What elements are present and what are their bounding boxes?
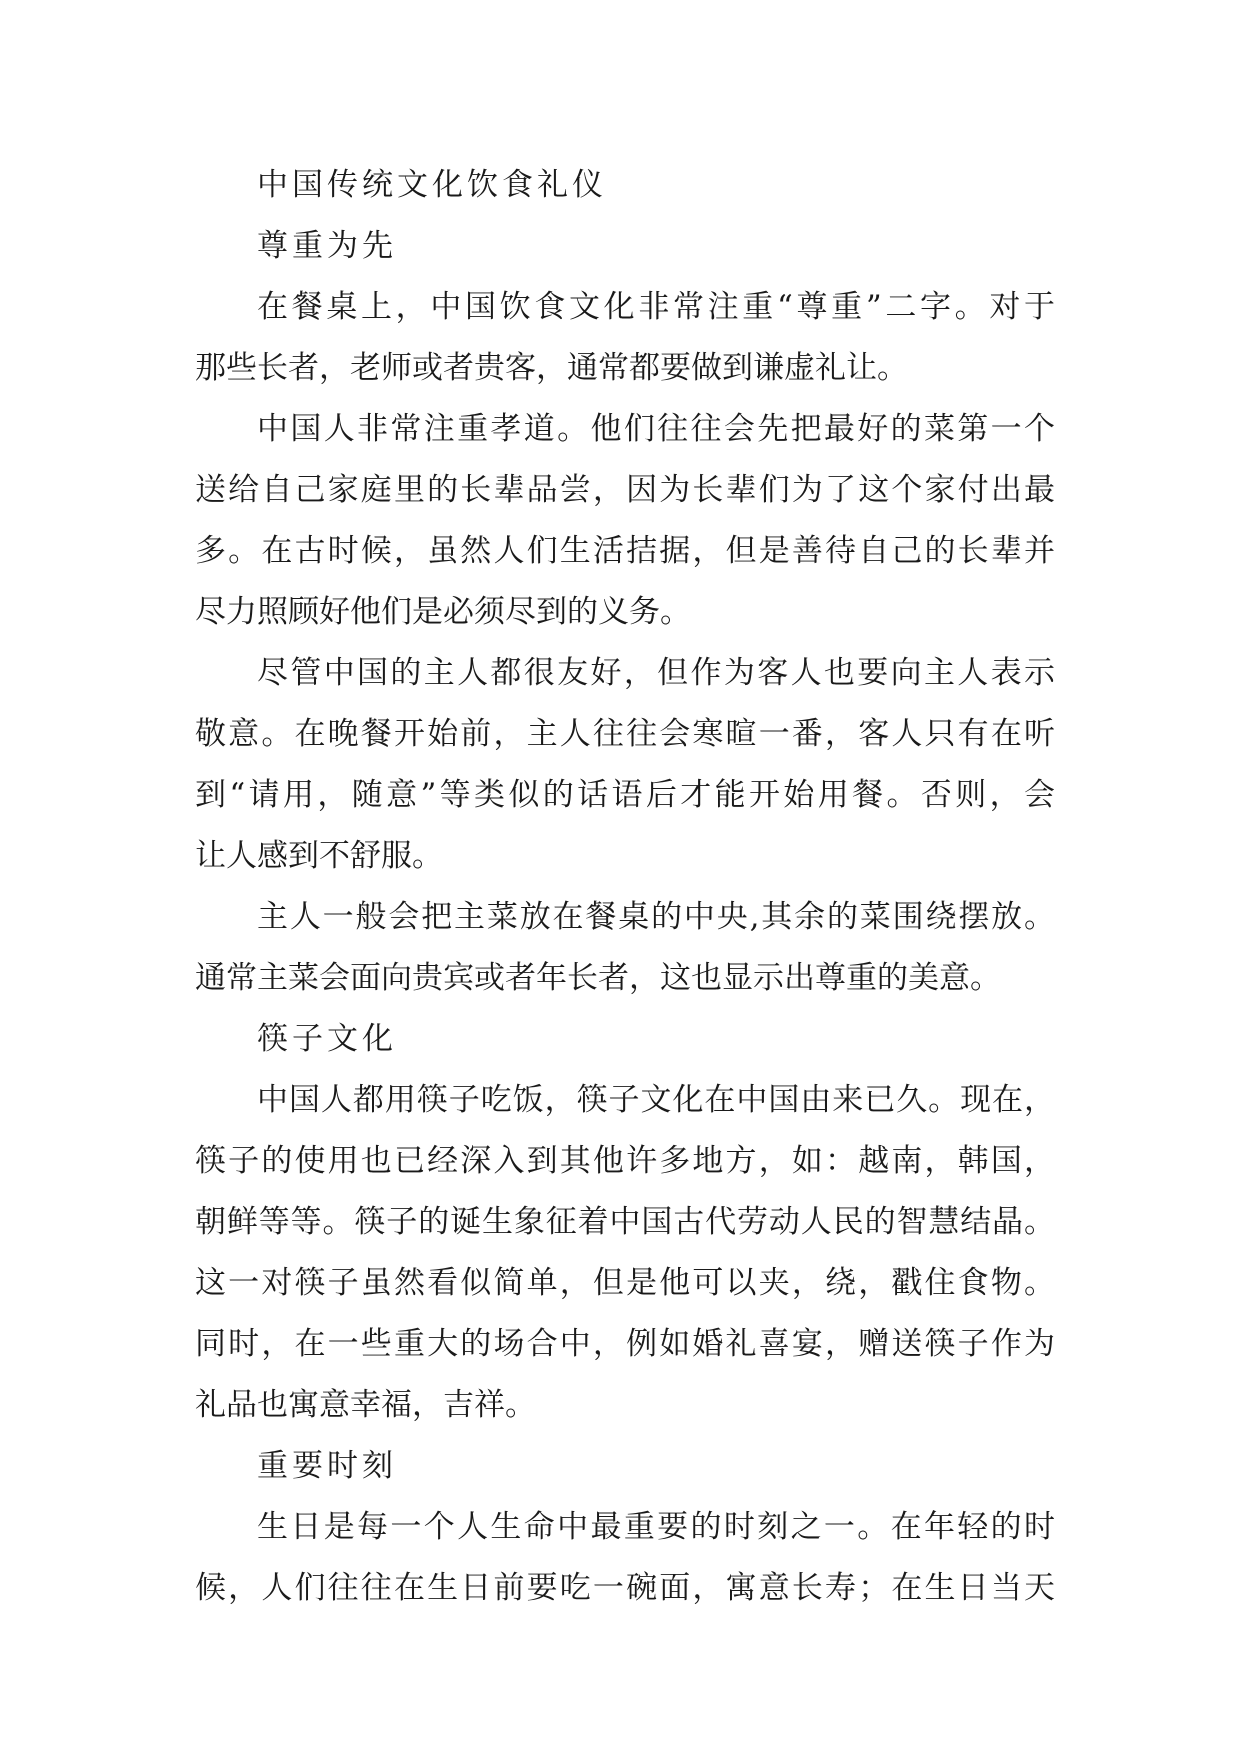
paragraph-line: 候，人们往往在生日前要吃一碗面，寓意长寿；在生日当天 xyxy=(195,1570,1055,1606)
document-body xyxy=(195,155,1055,1619)
paragraph-line: 主人一般会把主菜放在餐桌的中央,其余的菜围绕摆放。 xyxy=(257,899,1055,935)
paragraph xyxy=(195,399,1055,643)
paragraph-line: 筷子的使用也已经深入到其他许多地方，如：越南，韩国， xyxy=(195,1143,1055,1179)
paragraph-line: 尽管中国的主人都很友好，但作为客人也要向主人表示 xyxy=(257,655,1055,691)
paragraph-line: 中国人非常注重孝道。他们往往会先把最好的菜第一个 xyxy=(257,411,1055,447)
paragraph xyxy=(195,643,1055,887)
paragraph-line: 同时，在一些重大的场合中，例如婚礼喜宴，赠送筷子作为 xyxy=(195,1326,1055,1362)
paragraph xyxy=(195,1497,1055,1619)
paragraph-line: 那些长者，老师或者贵客，通常都要做到谦虚礼让。 xyxy=(195,350,908,386)
paragraph-line: 到“请用，随意”等类似的话语后才能开始用餐。否则，会 xyxy=(195,777,1055,813)
section-heading: 筷子文化 xyxy=(257,1021,397,1057)
document-title: 中国传统文化饮食礼仪 xyxy=(257,167,607,203)
paragraph-line: 尽力照顾好他们是必须尽到的义务。 xyxy=(195,594,691,630)
paragraph-line: 中国人都用筷子吃饭，筷子文化在中国由来已久。现在， xyxy=(257,1082,1055,1118)
paragraph-line: 送给自己家庭里的长辈品尝，因为长辈们为了这个家付出最 xyxy=(195,472,1055,508)
paragraph xyxy=(195,1070,1055,1436)
paragraph-line: 朝鲜等等。筷子的诞生象征着中国古代劳动人民的智慧结晶。 xyxy=(195,1204,1055,1240)
paragraph-line: 通常主菜会面向贵宾或者年长者，这也显示出尊重的美意。 xyxy=(195,960,1001,996)
section-heading: 尊重为先 xyxy=(257,228,397,264)
paragraph xyxy=(195,277,1055,399)
paragraph-line: 在餐桌上，中国饮食文化非常注重“尊重”二字。对于 xyxy=(257,289,1055,325)
section-heading: 重要时刻 xyxy=(257,1448,397,1484)
paragraph-line: 礼品也寓意幸福，吉祥。 xyxy=(195,1387,536,1423)
paragraph-line: 多。在古时候，虽然人们生活拮据，但是善待自己的长辈并 xyxy=(195,533,1055,569)
paragraph-line: 敬意。在晚餐开始前，主人往往会寒暄一番，客人只有在听 xyxy=(195,716,1055,752)
paragraph-line: 这一对筷子虽然看似简单，但是他可以夹，绕，戳住食物。 xyxy=(195,1265,1055,1301)
paragraph-line: 让人感到不舒服。 xyxy=(195,838,443,874)
paragraph xyxy=(195,887,1055,1009)
paragraph-line: 生日是每一个人生命中最重要的时刻之一。在年轻的时 xyxy=(257,1509,1055,1545)
